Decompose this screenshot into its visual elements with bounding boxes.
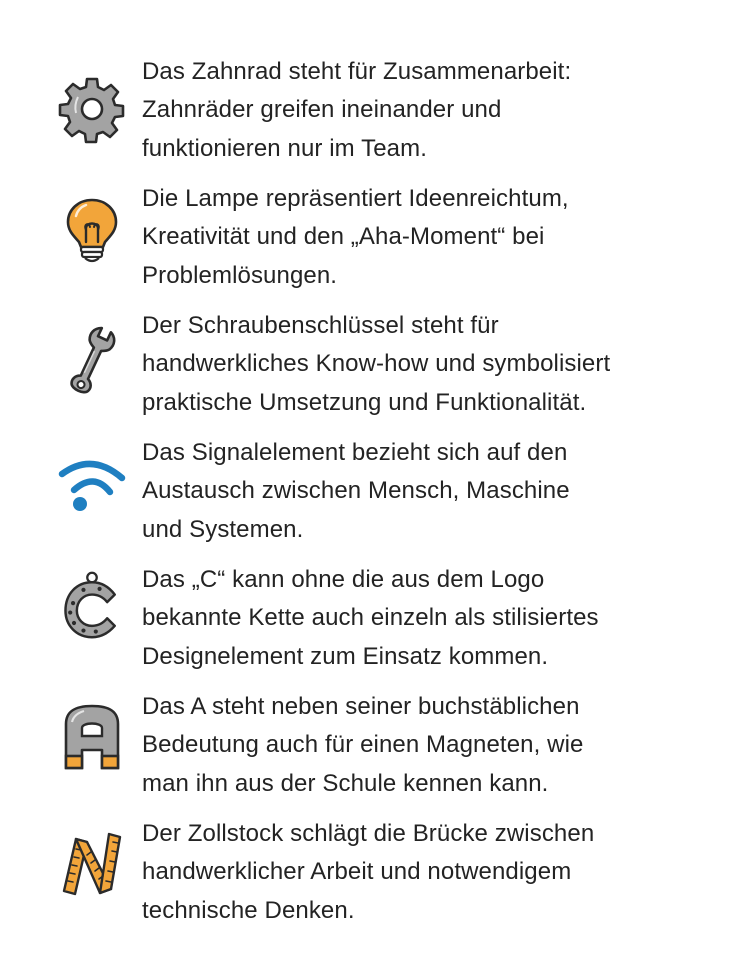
gear-icon (56, 73, 128, 145)
wrench-icon (56, 325, 128, 397)
description-line: Das A steht neben seiner buchstäblichen (142, 693, 580, 720)
folding-rule-n-icon (56, 829, 128, 901)
legend-item-magnet-a (0, 688, 740, 816)
legend-item-folding-rule-n (0, 815, 740, 943)
description-line: praktische Umsetzung und Funktionalität. (142, 388, 587, 416)
legend-item-description (142, 180, 722, 295)
description-line: handwerklicher Arbeit und notwendigem (142, 858, 572, 886)
legend-item-description (142, 561, 722, 676)
legend-item-gear (0, 53, 740, 181)
description-line: Das Signalelement bezieht sich auf den (142, 439, 568, 466)
legend-item-description (142, 815, 722, 930)
description-line: Zahnräder greifen ineinander und (142, 96, 502, 124)
legend-item-description (142, 688, 722, 803)
legend-item-description (142, 434, 722, 549)
description-line: Das Zahnrad steht für Zusammenarbeit: (142, 58, 572, 85)
description-line: Austausch zwischen Mensch, Maschine (142, 477, 570, 505)
description-line: Bedeutung auch für einen Magneten, wie (142, 731, 584, 759)
description-line: Das „C“ kann ohne die aus dem Logo (142, 566, 545, 593)
legend-item-chain-c (0, 561, 740, 689)
legend-item-lightbulb (0, 180, 740, 308)
description-line: Der Zollstock schlägt die Brücke zwischen (142, 820, 595, 847)
legend-item-wrench (0, 307, 740, 435)
description-line: und Systemen. (142, 515, 304, 543)
description-line: Der Schraubenschlüssel steht für (142, 312, 499, 339)
magnet-a-icon (56, 702, 128, 774)
description-line: Die Lampe repräsentiert Ideenreichtum, (142, 185, 569, 212)
chain-c-icon (56, 569, 128, 641)
signal-icon (56, 448, 128, 520)
description-line: man ihn aus der Schule kennen kann. (142, 769, 549, 797)
legend-item-description (142, 53, 722, 168)
description-line: bekannte Kette auch einzeln als stilisiertes (142, 604, 599, 632)
description-line: Kreativität und den „Aha-Moment“ bei (142, 223, 545, 251)
description-line: handwerkliches Know-how und symbolisiert (142, 350, 611, 378)
description-line: technische Denken. (142, 896, 355, 924)
legend-item-description (142, 307, 722, 422)
lightbulb-icon (56, 194, 128, 266)
legend-item-signal (0, 434, 740, 562)
description-line: funktionieren nur im Team. (142, 134, 427, 162)
description-line: Problemlösungen. (142, 261, 338, 289)
description-line: Designelement zum Einsatz kommen. (142, 642, 549, 670)
